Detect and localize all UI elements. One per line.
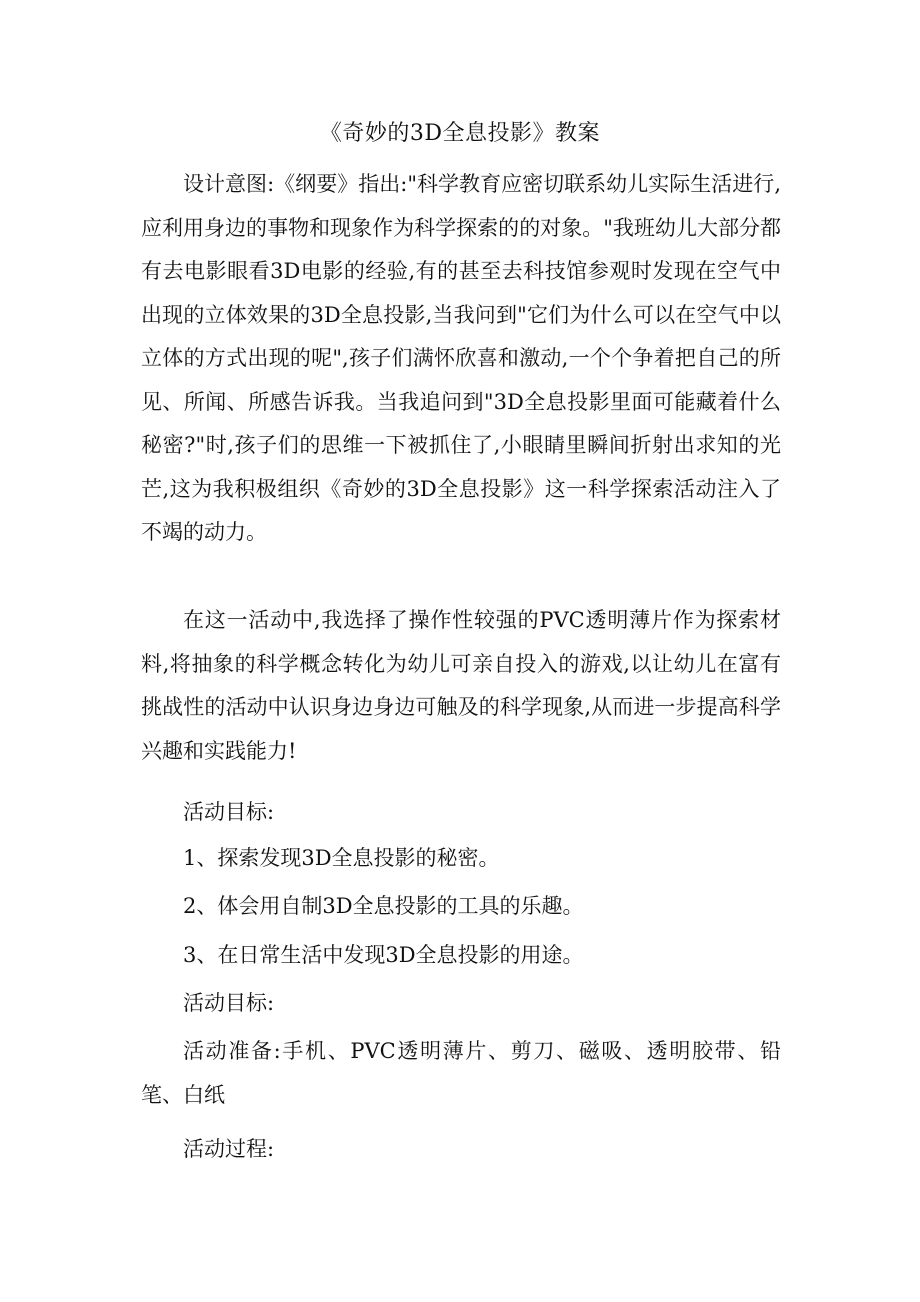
objective-item-3: 3、在日常生活中发现3D全息投影的用途。 [183,943,584,967]
objectives-heading: 活动目标: [183,800,275,824]
design-intent-paragraph: 设计意图:《纲要》指出:"科学教育应密切联系幼儿实际生活进行,应利用身边的事物和现象作为科学探索的的对象。"我班幼儿大部分都有去电影眼看3D电影的经验,有的甚至去科技馆参观时发现在空气中出现的立体效果的3D全息投影,当我问到"它们为什么可以在空气中以立体的方式出现的呢",孩子们满怀欣喜和激动,一个个争着把自己的所见、所闻、所感告诉我。当我追问到"3D全息投影里面可能藏着什么秘密?"时,孩子们的思维一下被抓住了,小眼睛里瞬间折射出求知的光芒,这为我积极组织《奇妙的3D全息投影》这一科学探索活动注入了不竭的动力。 [141,172,781,544]
objective-item-2: 2、体会用自制3D全息投影的工具的乐趣。 [183,894,584,918]
objective-item-1: 1、探索发现3D全息投影的秘密。 [183,846,500,870]
document-title: 《奇妙的3D全息投影》教案 [319,121,601,146]
preparation-paragraph: 活动准备:手机、PVC透明薄片、剪刀、磁吸、透明胶带、铅笔、白纸 [141,1039,781,1107]
objectives-heading-repeat: 活动目标: [183,991,275,1015]
process-heading: 活动过程: [183,1137,275,1161]
activity-choice-paragraph: 在这一活动中,我选择了操作性较强的PVC透明薄片作为探索材料,将抽象的科学概念转化为幼儿可亲自投入的游戏,以让幼儿在富有挑战性的活动中认识身边身边可触及的科学现象,从而进一步提高科学兴趣和实践能力! [141,608,781,763]
